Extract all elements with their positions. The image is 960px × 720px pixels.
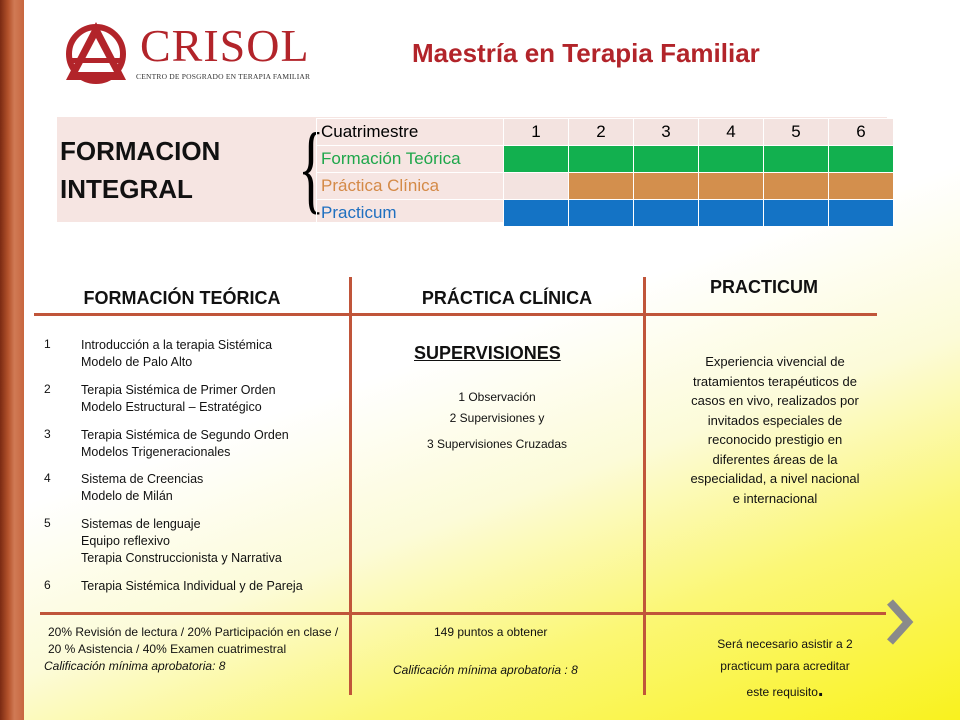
practicum-requirement-line: practicum para acreditar [720,659,850,673]
semester-cell [829,200,894,227]
semester-number: 5 [764,119,829,146]
semester-table [316,118,894,227]
logo-subtitle: CENTRO DE POSGRADO EN TERAPIA FAMILIAR [136,72,311,81]
supervisiones-title: SUPERVISIONES [414,343,561,363]
list-item [81,382,276,416]
practicum-requirement-period: . [817,679,824,701]
semester-cell [829,146,894,173]
semester-cell [504,173,569,200]
row-practica-clinica [317,173,894,200]
semester-cell [569,146,634,173]
supervision-item: 2 Supervisiones y [449,411,545,425]
row-label-practica: Práctica Clínica [317,173,504,200]
item-line: Terapia Sistémica de Segundo Orden [81,428,289,442]
semester-number: 6 [829,119,894,146]
semester-cell [634,146,699,173]
semester-cell [764,200,829,227]
column-header-practica: PRÁCTICA CLÍNICA [421,288,593,308]
item-line: Terapia Sistémica Individual y de Pareja [81,579,303,593]
semester-cell [504,146,569,173]
item-line: Sistema de Creencias [81,472,204,486]
item-line: Modelo Estructural – Estratégico [81,400,262,414]
list-item [81,471,203,505]
row-formacion-teorica [317,146,894,173]
crisol-logo-icon [60,18,132,84]
semester-cell [699,173,764,200]
semester-cell [504,200,569,227]
item-line: Terapia Construccionista y Narrativa [81,551,282,565]
header-divider [34,313,877,316]
supervision-item: 3 Supervisiones Cruzadas [426,437,568,451]
list-item [81,516,282,567]
list-item [81,427,289,461]
item-number: 6 [44,578,51,592]
semester-number: 2 [569,119,634,146]
practicum-requirement-line: este requisito [746,685,818,699]
practicum-requirement [690,633,880,703]
semester-header-label: Cuatrimestre [317,119,504,146]
semester-cell [699,146,764,173]
row-label-teorica: Formación Teórica [317,146,504,173]
item-line: Modelo de Palo Alto [81,355,193,369]
row-practicum [317,200,894,227]
item-number: 2 [44,382,51,396]
semester-cell [569,173,634,200]
practica-min-grade: Calificación mínima aprobatoria : 8 [393,663,578,677]
side-decoration-strip [0,0,24,720]
semester-number: 4 [699,119,764,146]
chevron-right-icon[interactable] [884,596,916,648]
formacion-title-line2: INTEGRAL [60,174,193,204]
semester-cell [699,200,764,227]
item-number: 5 [44,516,51,530]
column-divider [643,277,646,695]
column-header-practicum: PRACTICUM [710,277,818,297]
item-line: Modelos Trigeneracionales [81,445,231,459]
row-label-practicum: Practicum [317,200,504,227]
semester-cell [634,200,699,227]
page-title: Maestría en Terapia Familiar [412,38,760,68]
item-line: Sistemas de lenguaje [81,517,201,531]
practicum-requirement-last-line [690,679,880,703]
semester-cell [634,173,699,200]
item-number: 3 [44,427,51,441]
column-divider [349,277,352,695]
teorica-evaluation [44,624,339,675]
teorica-min-grade: Calificación mínima aprobatoria: 8 [44,659,226,673]
semester-cell [764,173,829,200]
semester-cell [829,173,894,200]
semester-header-row [317,119,894,146]
practicum-description: Experiencia vivencial de tratamientos terapéuticos de casos en vivo, realizados por invitados especiales de reconocido prestigio en diferentes áreas de la especialidad, a nivel nacional e internacional [690,354,860,506]
practica-points: 149 puntos a obtener [434,625,548,639]
list-item [81,578,303,595]
practicum-requirement-line: Será necesario asistir a 2 [717,637,853,651]
item-line: Modelo de Milán [81,489,173,503]
item-number: 1 [44,337,51,351]
teorica-evaluation-text: 20% Revisión de lectura / 20% Participación en clase / 20 % Asistencia / 40% Examen cuatrimestral [48,625,339,656]
formacion-title [60,132,220,208]
semester-number: 3 [634,119,699,146]
column-header-teorica: FORMACIÓN TEÓRICA [83,288,281,308]
footer-divider [40,612,886,615]
semester-cell [569,200,634,227]
item-number: 4 [44,471,51,485]
formacion-title-line1: FORMACION [60,136,221,166]
semester-cell [764,146,829,173]
logo-wordmark: CRISOL [140,20,310,71]
item-line: Equipo reflexivo [81,534,170,548]
brace-icon: { [298,112,325,223]
list-item [81,337,272,371]
supervision-item: 1 Observación [458,390,536,404]
semester-number: 1 [504,119,569,146]
item-line: Introducción a la terapia Sistémica [81,338,273,352]
item-line: Terapia Sistémica de Primer Orden [81,383,276,397]
